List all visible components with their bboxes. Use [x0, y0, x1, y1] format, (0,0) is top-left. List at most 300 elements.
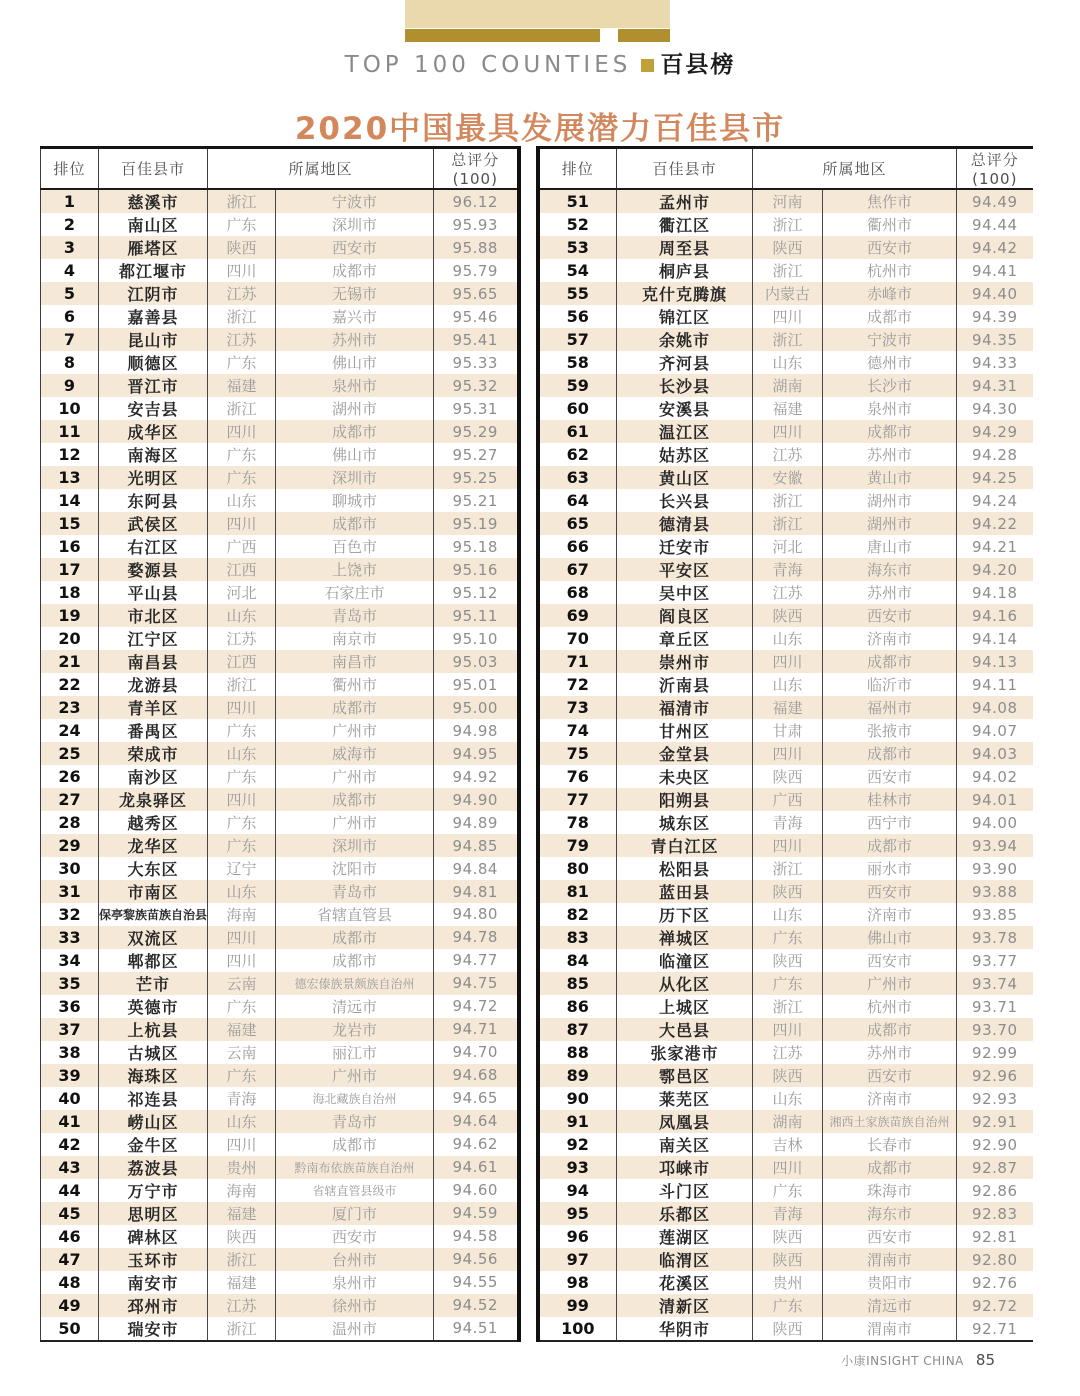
score-cell: 94.75: [434, 972, 519, 995]
county-cell: 平安区: [617, 558, 753, 581]
table-row: [538, 1225, 1033, 1248]
city-cell: 珠海市: [823, 1179, 957, 1202]
city-cell: 清远市: [823, 1294, 957, 1317]
score-cell: 95.65: [434, 282, 519, 305]
city-cell: 徐州市: [276, 1294, 434, 1317]
county-cell: 市北区: [99, 604, 208, 627]
header-rank: 排位: [538, 148, 617, 190]
province-cell: 浙江: [208, 1248, 276, 1271]
city-cell: 湖州市: [823, 489, 957, 512]
table-row: [538, 627, 1033, 650]
rank-cell: 5: [63, 284, 76, 303]
province-cell: 浙江: [208, 1317, 276, 1341]
score-cell: 93.71: [957, 995, 1033, 1018]
score-cell: 92.80: [957, 1248, 1033, 1271]
table-row: [41, 627, 519, 650]
county-cell: 禅城区: [617, 926, 753, 949]
table-row: [41, 236, 519, 259]
province-cell: 陕西: [753, 765, 823, 788]
county-cell: 南昌县: [99, 650, 208, 673]
table-row: [41, 443, 519, 466]
table-row: [41, 558, 519, 581]
table-row: [538, 581, 1033, 604]
table-row: [538, 696, 1033, 719]
table-row: [41, 742, 519, 765]
province-cell: 四川: [208, 420, 276, 443]
rank-cell: 69: [566, 606, 589, 625]
province-cell: 云南: [208, 972, 276, 995]
province-cell: 陕西: [753, 880, 823, 903]
table-row: [41, 604, 519, 627]
city-cell: 黄山市: [823, 466, 957, 489]
rank-cell: 65: [566, 514, 589, 533]
county-cell: 章丘区: [617, 627, 753, 650]
city-cell: 赤峰市: [823, 282, 957, 305]
table-row: [538, 236, 1033, 259]
table-row: [538, 1156, 1033, 1179]
province-cell: 内蒙古: [753, 282, 823, 305]
table-row: [538, 213, 1033, 236]
rank-cell: 26: [58, 767, 81, 786]
county-cell: 花溪区: [617, 1271, 753, 1294]
rank-cell: 82: [566, 905, 589, 924]
county-cell: 姑苏区: [617, 443, 753, 466]
rank-cell: 50: [58, 1318, 81, 1338]
table-header-left: [41, 148, 519, 190]
table-row: [538, 604, 1033, 627]
province-cell: 湖南: [753, 374, 823, 397]
city-cell: 苏州市: [276, 328, 434, 351]
county-cell: 沂南县: [617, 673, 753, 696]
table-row: [41, 949, 519, 972]
city-cell: 百色市: [276, 535, 434, 558]
city-cell: 深圳市: [276, 834, 434, 857]
county-cell: 婺源县: [99, 558, 208, 581]
province-cell: 贵州: [208, 1156, 276, 1179]
score-cell: 95.11: [434, 604, 519, 627]
table-row: [538, 719, 1033, 742]
score-cell: 94.01: [957, 788, 1033, 811]
city-cell: 桂林市: [823, 788, 957, 811]
province-cell: 山东: [208, 1110, 276, 1133]
rank-cell: 22: [58, 675, 81, 694]
city-cell: 成都市: [823, 742, 957, 765]
rank-cell: 80: [566, 859, 589, 878]
county-cell: 嘉善县: [99, 305, 208, 328]
city-cell: 济南市: [823, 1087, 957, 1110]
county-cell: 平山县: [99, 581, 208, 604]
table-row: [538, 972, 1033, 995]
score-cell: 95.88: [434, 236, 519, 259]
city-cell: 湖州市: [823, 512, 957, 535]
county-cell: 龙华区: [99, 834, 208, 857]
county-cell: 龙游县: [99, 673, 208, 696]
city-cell: 西安市: [276, 1225, 434, 1248]
county-cell: 安吉县: [99, 397, 208, 420]
score-cell: 95.10: [434, 627, 519, 650]
score-cell: 93.88: [957, 880, 1033, 903]
city-cell: 成都市: [823, 305, 957, 328]
province-cell: 云南: [208, 1041, 276, 1064]
county-cell: 锦江区: [617, 305, 753, 328]
province-cell: 四川: [753, 420, 823, 443]
province-cell: 广西: [208, 535, 276, 558]
county-cell: 临渭区: [617, 1248, 753, 1271]
province-cell: 广东: [208, 811, 276, 834]
city-cell: 苏州市: [823, 443, 957, 466]
score-cell: 95.32: [434, 374, 519, 397]
province-cell: 浙江: [753, 259, 823, 282]
score-cell: 94.00: [957, 811, 1033, 834]
table-row: [41, 1064, 519, 1087]
province-cell: 山东: [208, 489, 276, 512]
page-footer: [841, 1350, 995, 1369]
city-cell: 清远市: [276, 995, 434, 1018]
province-cell: 浙江: [753, 328, 823, 351]
city-cell: 石家庄市: [276, 581, 434, 604]
rank-cell: 68: [566, 583, 589, 602]
province-cell: 广东: [753, 1179, 823, 1202]
table-row: [41, 788, 519, 811]
province-cell: 四川: [753, 834, 823, 857]
province-cell: 山东: [208, 742, 276, 765]
table-row: [538, 765, 1033, 788]
county-cell: 余姚市: [617, 328, 753, 351]
score-cell: 94.31: [957, 374, 1033, 397]
province-cell: 海南: [208, 1179, 276, 1202]
province-cell: 浙江: [753, 857, 823, 880]
rank-cell: 54: [566, 261, 589, 280]
rank-cell: 91: [566, 1112, 589, 1131]
province-cell: 海南: [208, 903, 276, 926]
score-cell: 95.03: [434, 650, 519, 673]
province-cell: 四川: [208, 949, 276, 972]
county-cell: 邛崃市: [617, 1156, 753, 1179]
county-cell: 安溪县: [617, 397, 753, 420]
province-cell: 广东: [208, 995, 276, 1018]
rank-cell: 73: [566, 698, 589, 717]
province-cell: 福建: [208, 1018, 276, 1041]
table-row: [538, 1271, 1033, 1294]
county-cell: 古城区: [99, 1041, 208, 1064]
province-cell: 河北: [208, 581, 276, 604]
province-cell: 陕西: [753, 604, 823, 627]
table-row: [538, 834, 1033, 857]
rank-cell: 83: [566, 928, 589, 947]
score-cell: 94.35: [957, 328, 1033, 351]
table-row: [538, 1087, 1033, 1110]
city-cell: 成都市: [276, 420, 434, 443]
table-row: [41, 420, 519, 443]
city-cell: 长春市: [823, 1133, 957, 1156]
score-cell: 95.25: [434, 466, 519, 489]
province-cell: 江苏: [208, 1294, 276, 1317]
rank-table-1-50: [40, 146, 521, 1342]
table-row: [41, 1271, 519, 1294]
table-row: [41, 1133, 519, 1156]
city-cell: 海北藏族自治州: [276, 1087, 434, 1110]
score-cell: 95.27: [434, 443, 519, 466]
rank-cell: 42: [58, 1134, 81, 1154]
table-row: [538, 189, 1033, 213]
rank-cell: 51: [566, 192, 589, 211]
score-cell: 94.49: [957, 189, 1033, 213]
county-cell: 迁安市: [617, 535, 753, 558]
brand-caption-english: TOP 100 COUNTIES: [344, 52, 632, 78]
province-cell: 福建: [208, 374, 276, 397]
rank-cell: 99: [566, 1296, 589, 1315]
rank-cell: 31: [58, 882, 81, 901]
table-row: [538, 328, 1033, 351]
rank-cell: 15: [58, 514, 81, 533]
score-cell: 92.87: [957, 1156, 1033, 1179]
county-cell: 甘州区: [617, 719, 753, 742]
table-row: [41, 213, 519, 236]
rank-cell: 45: [58, 1203, 81, 1223]
county-cell: 祁连县: [99, 1087, 208, 1110]
rank-cell: 41: [58, 1111, 81, 1131]
score-cell: 93.94: [957, 834, 1033, 857]
score-cell: 94.71: [434, 1018, 519, 1041]
table-row: [41, 1018, 519, 1041]
table-row: [538, 650, 1033, 673]
city-cell: 西安市: [823, 880, 957, 903]
rank-cell: 20: [58, 629, 81, 648]
city-cell: 上饶市: [276, 558, 434, 581]
province-cell: 湖南: [753, 1110, 823, 1133]
score-cell: 94.22: [957, 512, 1033, 535]
table-row: [41, 696, 519, 719]
table-row: [538, 1317, 1033, 1341]
city-cell: 济南市: [823, 627, 957, 650]
table-row: [41, 834, 519, 857]
rank-cell: 81: [566, 882, 589, 901]
city-cell: 成都市: [823, 650, 957, 673]
rank-cell: 90: [566, 1089, 589, 1108]
rank-cell: 13: [58, 468, 81, 487]
table-row: [538, 857, 1033, 880]
rank-cell: 59: [566, 376, 589, 395]
rank-cell: 94: [566, 1181, 589, 1200]
rank-cell: 37: [58, 1019, 81, 1039]
rank-cell: 7: [63, 330, 76, 349]
table-row: [538, 397, 1033, 420]
city-cell: 广州市: [276, 811, 434, 834]
county-cell: 斗门区: [617, 1179, 753, 1202]
table-row: [41, 512, 519, 535]
score-cell: 92.99: [957, 1041, 1033, 1064]
county-cell: 雁塔区: [99, 236, 208, 259]
county-cell: 越秀区: [99, 811, 208, 834]
header-row: [41, 148, 519, 190]
rank-cell: 66: [566, 537, 589, 556]
score-cell: 94.51: [434, 1317, 519, 1341]
province-cell: 广东: [208, 443, 276, 466]
score-cell: 94.39: [957, 305, 1033, 328]
rank-cell: 14: [58, 491, 81, 510]
county-cell: 郫都区: [99, 949, 208, 972]
score-cell: 94.30: [957, 397, 1033, 420]
rank-table-51-100: [536, 146, 1033, 1342]
score-cell: 92.96: [957, 1064, 1033, 1087]
score-cell: 94.41: [957, 259, 1033, 282]
table-row: [41, 1179, 519, 1202]
province-cell: 青海: [753, 811, 823, 834]
county-cell: 昆山市: [99, 328, 208, 351]
rank-cell: 9: [63, 376, 76, 395]
table-row: [538, 1179, 1033, 1202]
rank-cell: 97: [566, 1250, 589, 1269]
county-cell: 上杭县: [99, 1018, 208, 1041]
score-cell: 94.55: [434, 1271, 519, 1294]
ranking-tables: [40, 146, 1033, 1342]
province-cell: 陕西: [753, 1248, 823, 1271]
city-cell: 青岛市: [276, 604, 434, 627]
table-row: [41, 489, 519, 512]
table-row: [538, 466, 1033, 489]
table-row: [41, 857, 519, 880]
table-row: [538, 489, 1033, 512]
score-cell: 94.16: [957, 604, 1033, 627]
city-cell: 西安市: [823, 1064, 957, 1087]
rank-cell: 63: [566, 468, 589, 487]
city-cell: 衢州市: [823, 213, 957, 236]
rank-cell: 39: [58, 1065, 81, 1085]
score-cell: 94.70: [434, 1041, 519, 1064]
county-cell: 莲湖区: [617, 1225, 753, 1248]
rank-cell: 23: [58, 698, 81, 717]
score-cell: 94.84: [434, 857, 519, 880]
table-row: [538, 1064, 1033, 1087]
score-cell: 92.76: [957, 1271, 1033, 1294]
rank-cell: 93: [566, 1158, 589, 1177]
county-cell: 周至县: [617, 236, 753, 259]
city-cell: 贵阳市: [823, 1271, 957, 1294]
province-cell: 四川: [208, 926, 276, 949]
county-cell: 江阴市: [99, 282, 208, 305]
city-cell: 台州市: [276, 1248, 434, 1271]
city-cell: 丽水市: [823, 857, 957, 880]
province-cell: 广东: [208, 834, 276, 857]
footer-page-number: 85: [975, 1351, 995, 1369]
county-cell: 右江区: [99, 535, 208, 558]
county-cell: 南山区: [99, 213, 208, 236]
city-cell: 济南市: [823, 903, 957, 926]
rank-cell: 92: [566, 1135, 589, 1154]
score-cell: 95.29: [434, 420, 519, 443]
province-cell: 江苏: [753, 443, 823, 466]
county-cell: 黄山区: [617, 466, 753, 489]
score-cell: 94.13: [957, 650, 1033, 673]
province-cell: 广东: [208, 466, 276, 489]
score-cell: 94.58: [434, 1225, 519, 1248]
county-cell: 阳朔县: [617, 788, 753, 811]
table-row: [538, 512, 1033, 535]
county-cell: 荔波县: [99, 1156, 208, 1179]
table-row: [538, 995, 1033, 1018]
city-cell: 丽江市: [276, 1041, 434, 1064]
city-cell: 嘉兴市: [276, 305, 434, 328]
city-cell: 西安市: [823, 1225, 957, 1248]
county-cell: 玉环市: [99, 1248, 208, 1271]
province-cell: 广东: [753, 1294, 823, 1317]
county-cell: 青羊区: [99, 696, 208, 719]
table-row: [538, 742, 1033, 765]
province-cell: 青海: [208, 1087, 276, 1110]
county-cell: 成华区: [99, 420, 208, 443]
county-cell: 从化区: [617, 972, 753, 995]
province-cell: 福建: [208, 1271, 276, 1294]
county-cell: 市南区: [99, 880, 208, 903]
rank-cell: 2: [63, 215, 76, 234]
province-cell: 浙江: [753, 512, 823, 535]
city-cell: 成都市: [823, 834, 957, 857]
score-cell: 94.77: [434, 949, 519, 972]
province-cell: 山东: [753, 1087, 823, 1110]
county-cell: 克什克腾旗: [617, 282, 753, 305]
score-cell: 95.33: [434, 351, 519, 374]
score-cell: 94.80: [434, 903, 519, 926]
rank-cell: 64: [566, 491, 589, 510]
county-cell: 阎良区: [617, 604, 753, 627]
table-row: [41, 903, 519, 926]
county-cell: 双流区: [99, 926, 208, 949]
city-cell: 成都市: [276, 926, 434, 949]
county-cell: 万宁市: [99, 1179, 208, 1202]
city-cell: 广州市: [276, 1064, 434, 1087]
city-cell: 威海市: [276, 742, 434, 765]
county-cell: 邳州市: [99, 1294, 208, 1317]
city-cell: 广州市: [276, 719, 434, 742]
table-row: [538, 673, 1033, 696]
county-cell: 大东区: [99, 857, 208, 880]
province-cell: 福建: [208, 1202, 276, 1225]
county-cell: 乐都区: [617, 1202, 753, 1225]
county-cell: 瑞安市: [99, 1317, 208, 1341]
city-cell: 佛山市: [276, 351, 434, 374]
rank-cell: 3: [63, 238, 76, 257]
city-cell: 西安市: [276, 236, 434, 259]
city-cell: 苏州市: [823, 581, 957, 604]
county-cell: 上城区: [617, 995, 753, 1018]
score-cell: 95.00: [434, 696, 519, 719]
score-cell: 94.11: [957, 673, 1033, 696]
score-cell: 94.08: [957, 696, 1033, 719]
province-cell: 山东: [753, 351, 823, 374]
rank-cell: 88: [566, 1043, 589, 1062]
table-row: [538, 535, 1033, 558]
rank-table-body-left: [41, 189, 519, 1341]
header-score: 总评分(100): [434, 148, 519, 190]
rank-cell: 96: [566, 1227, 589, 1246]
city-cell: 泉州市: [276, 374, 434, 397]
score-cell: 95.16: [434, 558, 519, 581]
score-cell: 92.71: [957, 1317, 1033, 1341]
city-cell: 龙岩市: [276, 1018, 434, 1041]
province-cell: 青海: [753, 558, 823, 581]
province-cell: 山东: [208, 880, 276, 903]
score-cell: 94.92: [434, 765, 519, 788]
score-cell: 94.65: [434, 1087, 519, 1110]
city-cell: 佛山市: [823, 926, 957, 949]
county-cell: 清新区: [617, 1294, 753, 1317]
county-cell: 凤凰县: [617, 1110, 753, 1133]
city-cell: 成都市: [276, 949, 434, 972]
score-cell: 93.77: [957, 949, 1033, 972]
city-cell: 青岛市: [276, 880, 434, 903]
province-cell: 广东: [208, 213, 276, 236]
province-cell: 青海: [753, 1202, 823, 1225]
